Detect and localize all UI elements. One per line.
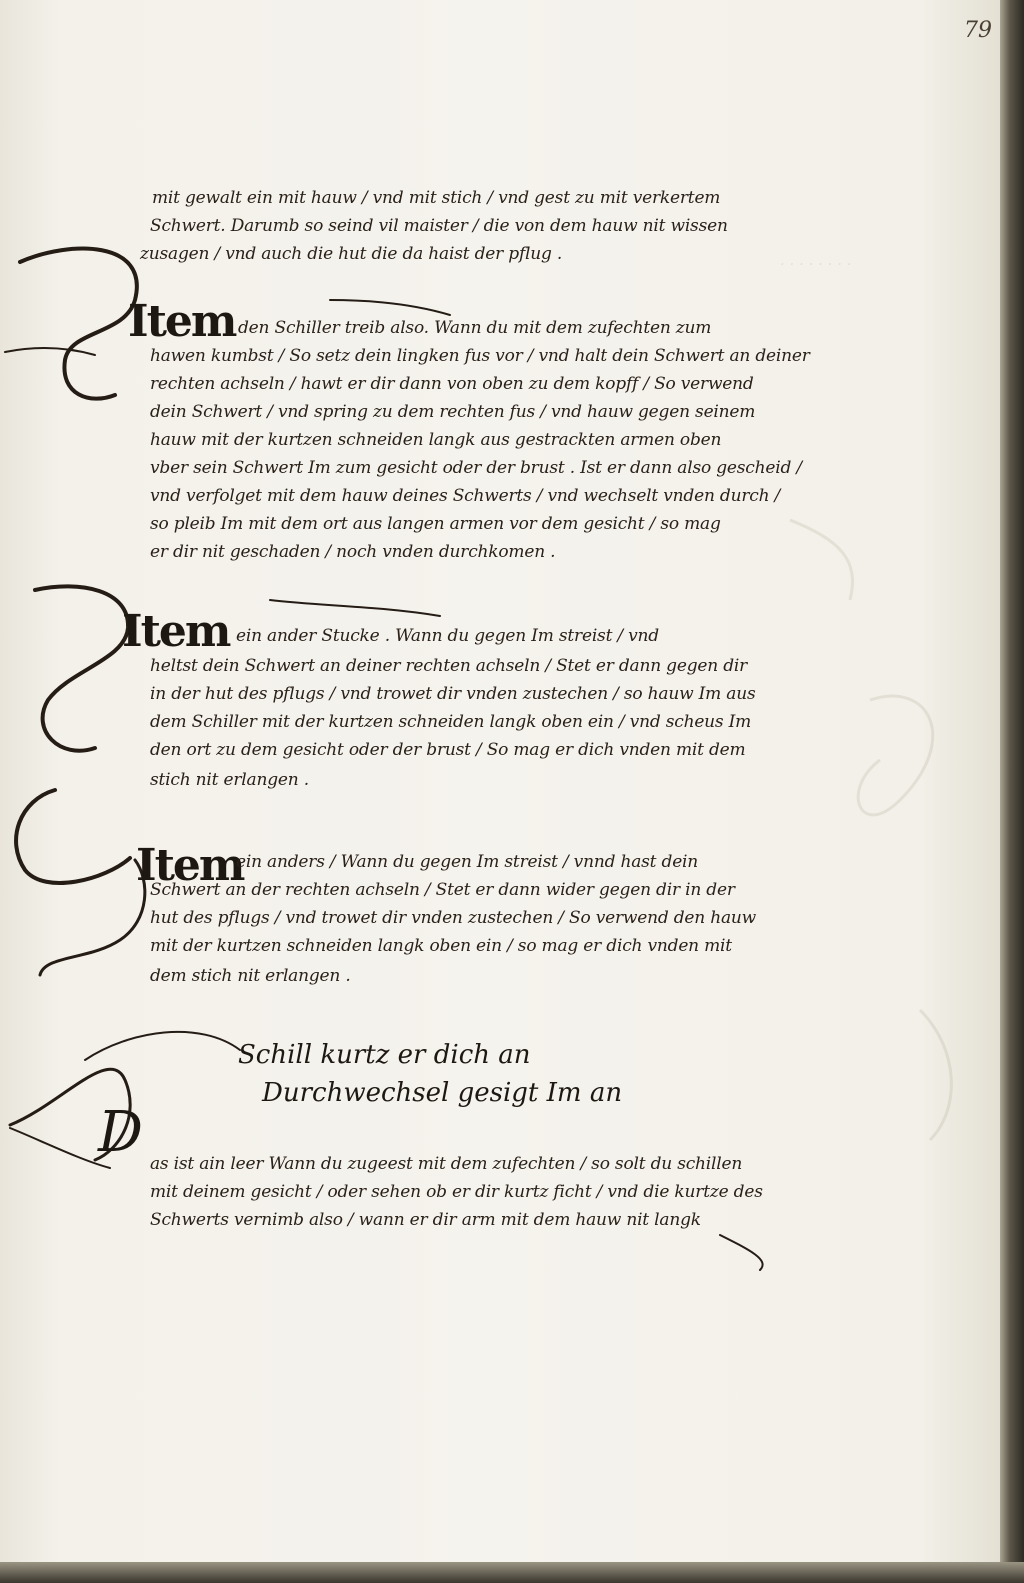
paragraph2-line-5: den ort zu dem gesicht oder der brust / So mag er dich vnden mit dem [150, 740, 746, 760]
paragraph1-line-6: vber sein Schwert Im zum gesicht oder der brust . Ist er dann also gescheid / [150, 458, 802, 478]
paragraph4-initial: D [98, 1100, 141, 1165]
paragraph1-line-8: so pleib Im mit dem ort aus langen armen vor dem gesicht / so mag [150, 514, 721, 534]
paragraph1-line-7: vnd verfolget mit dem hauw deines Schwerts / vnd wechselt vnden durch / [150, 486, 781, 506]
folio-number: 79 [964, 18, 992, 43]
paragraph3-line-4: mit der kurtzen schneiden langk oben ein / so mag er dich vnden mit [150, 936, 732, 956]
paragraph4-line-2: mit deinem gesicht / oder sehen ob er dir kurtz ficht / vnd die kurtze des [150, 1182, 763, 1202]
page-edge-bottom [0, 1562, 1024, 1583]
paragraph3-line-1: ein anders / Wann du gegen Im streist / vnnd hast dein [236, 852, 699, 872]
paragraph3-line-3: hut des pflugs / vnd trowet dir vnden zustechen / So verwend den hauw [150, 908, 757, 928]
paragraph1-line-3: rechten achseln / hawt er dir dann von oben zu dem kopff / So verwend [150, 374, 754, 394]
paragraph3-line-2: Schwert an der rechten achseln / Stet er dann wider gegen dir in der [150, 880, 735, 900]
paragraph1-line-4: dein Schwert / vnd spring zu dem rechten fus / vnd hauw gegen seinem [150, 402, 756, 422]
paragraph2-line-6: stich nit erlangen . [150, 770, 309, 790]
paragraph0-line-1: mit gewalt ein mit hauw / vnd mit stich / vnd gest zu mit verkertem [152, 188, 721, 208]
bleed-through-text: · · · · · · · · [780, 255, 852, 273]
paragraph3-line-5: dem stich nit erlangen . [150, 966, 351, 986]
paragraph1-line-1: den Schiller treib also. Wann du mit dem zufechten zum [238, 318, 712, 338]
section-heading-line-1: Schill kurtz er dich an [238, 1040, 531, 1070]
paragraph0-line-2: Schwert. Darumb so seind vil maister / die von dem hauw nit wissen [150, 216, 728, 236]
paragraph3-initial: Item [136, 840, 244, 891]
paragraph2-line-2: heltst dein Schwert an deiner rechten achseln / Stet er dann gegen dir [150, 656, 748, 676]
paragraph2-line-1: ein ander Stucke . Wann du gegen Im streist / vnd [236, 626, 659, 646]
paragraph1-line-9: er dir nit geschaden / noch vnden durchkomen . [150, 542, 556, 562]
paragraph2-line-4: dem Schiller mit der kurtzen schneiden langk oben ein / vnd scheus Im [150, 712, 752, 732]
paragraph2-line-3: in der hut des pflugs / vnd trowet dir vnden zustechen / so hauw Im aus [150, 684, 756, 704]
page-edge-right [1000, 0, 1024, 1583]
paragraph0-line-3: zusagen / vnd auch die hut die da haist der pflug . [140, 244, 563, 264]
paragraph2-initial: Item [122, 606, 230, 657]
paragraph4-line-1: as ist ain leer Wann du zugeest mit dem zufechten / so solt du schillen [150, 1154, 743, 1174]
paragraph1-line-5: hauw mit der kurtzen schneiden langk aus gestrackten armen oben [150, 430, 722, 450]
paragraph4-line-3: Schwerts vernimb also / wann er dir arm mit dem hauw nit langk [150, 1210, 701, 1230]
paragraph1-initial: Item [128, 296, 236, 347]
paragraph1-line-2: hawen kumbst / So setz dein lingken fus vor / vnd halt dein Schwert an deiner [150, 346, 810, 366]
section-heading-line-2: Durchwechsel gesigt Im an [262, 1078, 623, 1108]
